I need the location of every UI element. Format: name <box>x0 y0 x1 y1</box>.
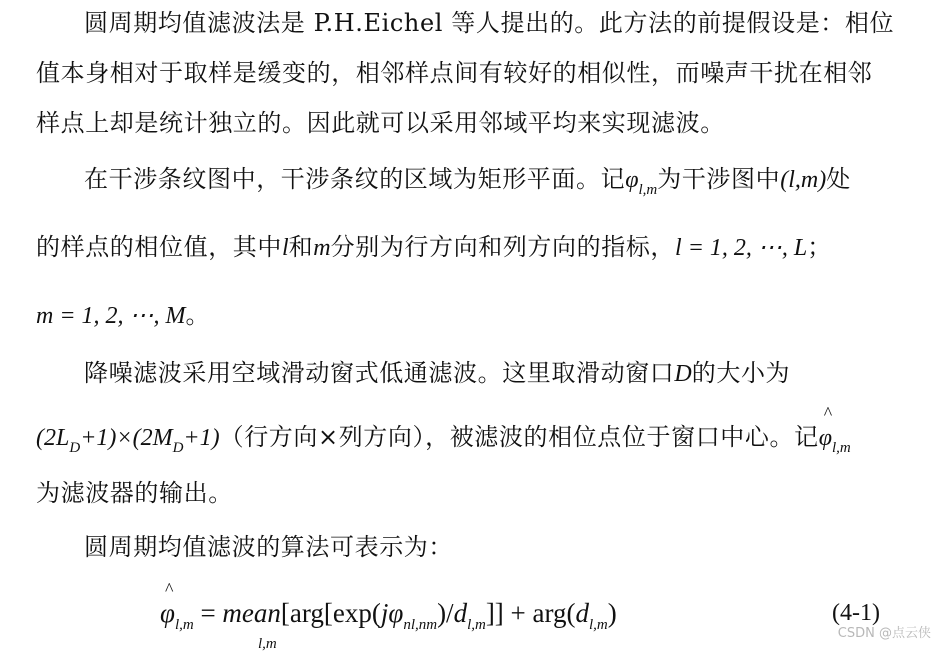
eq-body-a: [arg[exp( <box>280 598 381 628</box>
phi-hat-inline <box>818 403 833 453</box>
size-expr-b: +1)×(2M <box>80 425 173 451</box>
eq-d: d <box>453 598 468 628</box>
eq-phi-subscript: l,m <box>174 617 194 633</box>
hat-mark: ^ <box>823 403 833 423</box>
m-symbol: m <box>313 235 331 261</box>
phi-hat-symbol: φ <box>818 425 832 451</box>
para2-text-c: 处 <box>826 165 851 193</box>
size-sub-b: D <box>172 440 184 456</box>
eq-phi-symbol: φ <box>160 598 175 628</box>
para3-text-c: （行方向×列方向），被滤波的相位点位于窗口中心。记 <box>219 423 819 451</box>
eq-mean-under: l,m <box>258 636 277 652</box>
eq-body-b: )/ <box>437 598 454 628</box>
lm-pair: (l,m) <box>780 167 827 193</box>
para2-text-e: 和 <box>288 233 314 261</box>
para2-text-b: 为干涉图中 <box>657 165 781 193</box>
eq-j-phi: jφ <box>380 598 404 628</box>
size-sub-a: D <box>69 440 81 456</box>
eq-phi-hat <box>160 579 175 630</box>
para2-text-a: 在干涉条纹图中，干涉条纹的区域为矩形平面。记 <box>84 165 626 193</box>
eq-sub-nl: nl,nm <box>403 617 438 633</box>
eq-body-d: ) <box>607 598 617 628</box>
para2-line3 <box>36 300 210 331</box>
para1-line1: 圆周期均值滤波法是 P.H.Eichel 等人提出的。此方法的前提假设是：相位 <box>84 9 895 37</box>
phi-hat-subscript: l,m <box>831 440 851 456</box>
para1-line2: 值本身相对于取样是缓变的，相邻样点间有较好的相似性，而噪声干扰在相邻 <box>36 59 873 87</box>
equation-number: (4-1) <box>832 600 880 626</box>
phi-subscript: l,m <box>638 182 658 198</box>
para4-line1: 圆周期均值滤波的算法可表示为： <box>84 533 453 561</box>
para2-text-g: ； <box>807 233 832 261</box>
para2-line2 <box>36 232 832 263</box>
para2-text-end: 。 <box>185 301 211 329</box>
eq-hat-mark: ^ <box>165 579 174 599</box>
eq-mean: mean <box>222 598 281 628</box>
window-d-symbol: D <box>674 361 692 387</box>
eq-d2: d <box>575 598 590 628</box>
para2-line1 <box>84 164 851 198</box>
eq-body-c: ]] + arg( <box>485 598 576 628</box>
size-expr-c: +1) <box>183 425 220 451</box>
para3-line1 <box>84 358 790 389</box>
para1-line3: 样点上却是统计独立的。因此就可以采用邻域平均来实现滤波。 <box>36 109 725 137</box>
eq-sub-d2: l,m <box>589 617 608 633</box>
para3-text-a: 降噪滤波采用空域滑动窗式低通滤波。这里取滑动窗口 <box>84 359 675 387</box>
m-range: m = 1, 2, ⋯, M <box>36 303 186 329</box>
equation-4-1 <box>160 579 617 652</box>
l-range: l = 1, 2, ⋯, L <box>675 235 808 261</box>
eq-equals: = <box>193 598 223 628</box>
para3-text-b: 的大小为 <box>691 359 791 387</box>
para2-text-f: 分别为行方向和列方向的指标， <box>330 233 676 261</box>
watermark: CSDN @点云侠 <box>837 626 931 641</box>
para3-line3: 为滤波器的输出。 <box>36 479 233 507</box>
para2-text-d: 的样点的相位值，其中 <box>36 233 282 261</box>
para3-line2 <box>36 403 851 456</box>
l-symbol: l <box>282 235 289 261</box>
eq-sub-d: l,m <box>467 617 486 633</box>
size-expr-a: (2L <box>36 425 70 451</box>
phi-symbol: φ <box>625 167 639 193</box>
